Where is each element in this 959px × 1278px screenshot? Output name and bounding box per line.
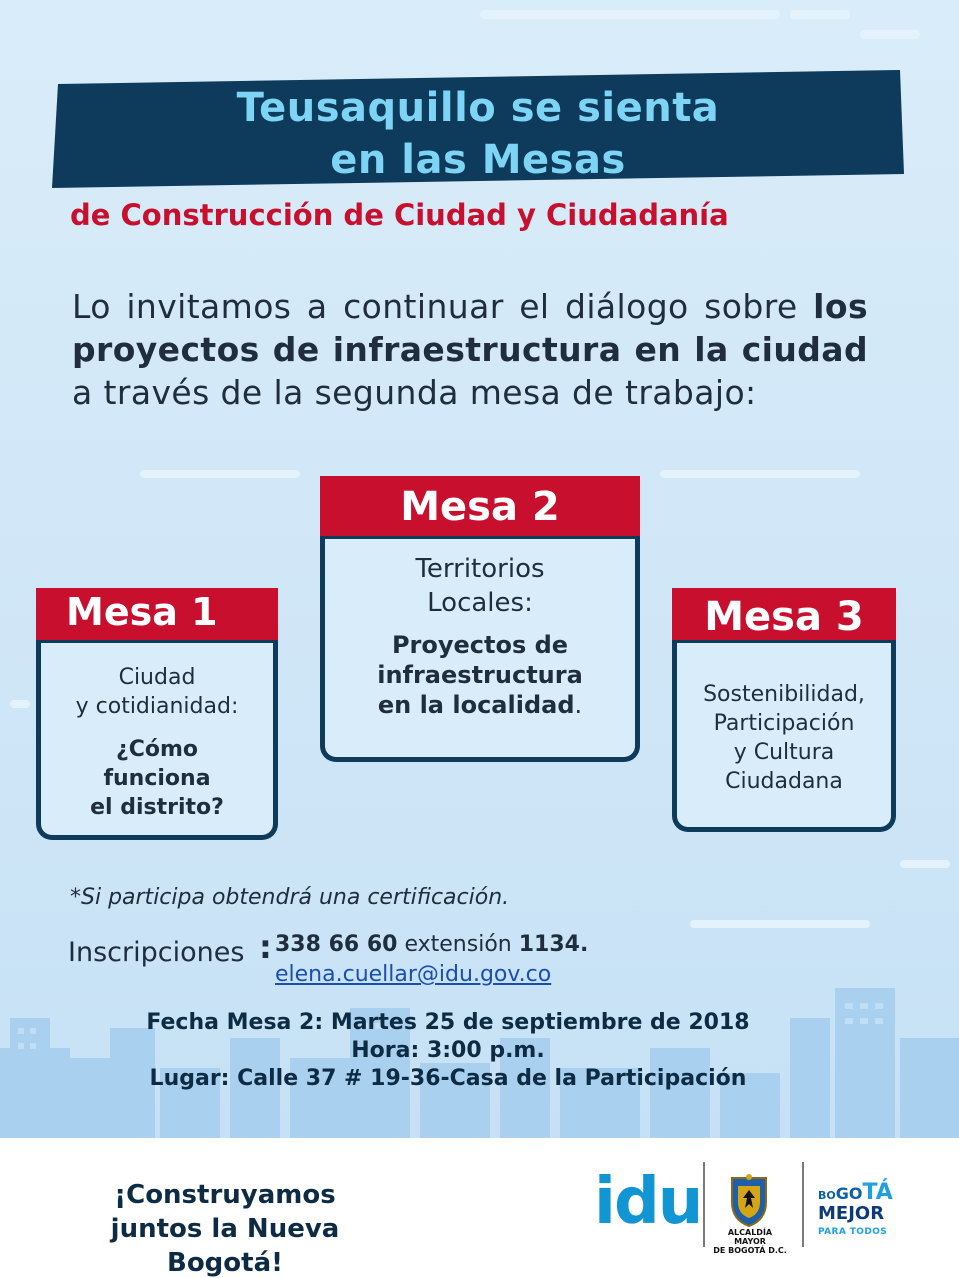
- alcaldia-text: [712, 1228, 788, 1255]
- bogota-word: [818, 1180, 918, 1205]
- event-time: Hora: 3:00 p.m.: [351, 1038, 545, 1063]
- mesa-2-body: [325, 552, 635, 720]
- bogota-crest-icon: [724, 1172, 774, 1228]
- extension-label: extensión: [397, 932, 519, 957]
- page-title: [52, 82, 904, 186]
- bogota-mejor: MEJOR: [818, 1203, 885, 1224]
- bogota-ta: TÁ: [862, 1180, 893, 1205]
- mesa-1-topic-1: Ciudad: [118, 665, 196, 690]
- mesa-3-line-3: y Cultura: [733, 740, 835, 765]
- mesa-2-detail-1: Proyectos de: [391, 631, 569, 659]
- mesa-1-topic-2: y cotidianidad:: [75, 694, 239, 719]
- extension-number: 1134.: [518, 932, 589, 957]
- mesa-1-question-2: funciona: [103, 766, 211, 791]
- event-details: [0, 1009, 896, 1093]
- phone-number: 338 66 60: [275, 932, 398, 957]
- inscripciones-phone-line: [275, 932, 588, 957]
- mesa-1-body: [41, 663, 273, 822]
- bogota-para-todos: PARA TODOS: [818, 1227, 888, 1237]
- mesa-2-detail-3-line: [325, 690, 635, 720]
- mesa-2-card: [320, 476, 640, 762]
- intro-part-2: a través de la segunda mesa de trabajo:: [72, 373, 757, 412]
- mesa-3-line-1: Sostenibilidad,: [703, 682, 865, 707]
- inscripciones-colon: :: [259, 928, 272, 966]
- page-subtitle: de Construcción de Ciudad y Ciudadanía: [70, 198, 729, 232]
- mesa-2-topic-1: Territorios: [415, 554, 545, 584]
- mesa-1-card: [36, 588, 278, 840]
- mesa-1-question-1: ¿Cómo: [115, 737, 199, 762]
- mesa-2-topic-2: Locales:: [427, 588, 533, 618]
- logo-divider: [703, 1162, 705, 1247]
- slogan-line-1: ¡Construyamos: [114, 1180, 336, 1210]
- idu-logo: idu: [594, 1165, 702, 1239]
- contact-email-link[interactable]: elena.cuellar@idu.gov.co: [275, 962, 552, 987]
- intro-part-1: Lo invitamos a continuar el diálogo sobre: [72, 287, 814, 326]
- mesa-1-question-3: el distrito?: [90, 795, 224, 820]
- event-place: Lugar: Calle 37 # 19-36-Casa de la Participación: [149, 1066, 747, 1091]
- certification-note: *Si participa obtendrá una certificación.: [70, 885, 510, 910]
- mesa-2-detail-end: .: [574, 691, 583, 719]
- logo-divider-2: [802, 1162, 804, 1247]
- event-date: Fecha Mesa 2: Martes 25 de septiembre de 2018: [146, 1010, 750, 1035]
- mesa-2-title: Mesa 2: [320, 476, 640, 539]
- inscripciones-label: Inscripciones: [68, 937, 245, 968]
- mesa-3-card: [672, 588, 896, 832]
- title-line-2: en las Mesas: [330, 137, 626, 183]
- slogan-line-2: juntos la Nueva Bogotá!: [110, 1214, 340, 1278]
- mesa-2-detail-2: infraestructura: [377, 661, 583, 689]
- mesa-3-title: Mesa 3: [672, 588, 896, 643]
- bogota-bo: BO: [818, 1189, 836, 1202]
- mesa-3-body: [677, 680, 891, 796]
- mesa-1-title: Mesa 1: [36, 588, 278, 643]
- footer-slogan: [60, 1178, 390, 1278]
- title-line-1: Teusaquillo se sienta: [236, 85, 720, 131]
- bogota-go: GO: [835, 1184, 863, 1203]
- intro-bold: los proyectos de infraestructura en la ciudad: [72, 287, 868, 369]
- intro-paragraph: [72, 285, 868, 414]
- mesa-3-line-2: Participación: [713, 711, 855, 736]
- alcaldia-line-2: DE BOGOTÁ D.C.: [713, 1246, 787, 1255]
- mesa-2-detail-3: en la localidad: [377, 691, 575, 719]
- alcaldia-line-1: ALCALDÍA MAYOR: [727, 1228, 773, 1246]
- mesa-3-line-4: Ciudadana: [725, 769, 843, 794]
- bogota-mejor-logo: [818, 1180, 918, 1241]
